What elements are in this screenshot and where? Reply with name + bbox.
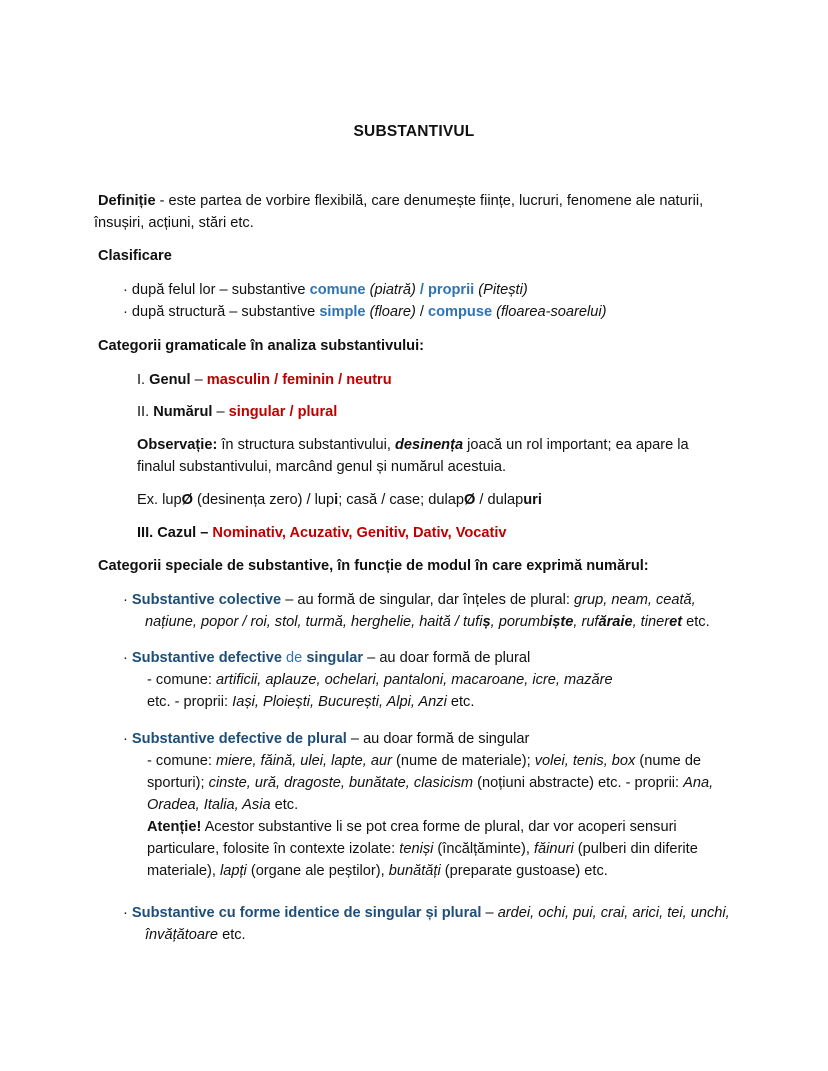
attention-note: Atenție! Acestor substantive li se pot crea forme de plural, dar vor acoperi sensuri particulare, folosite în contexte izolate: teniși (încălțăminte), făinuri (pulberi din diferite materiale), lapți (organe ale peștilor), bunătăți (preparate gustoase) etc.	[147, 819, 698, 879]
definition-term: Definiție	[98, 193, 156, 209]
classification-item-by-type: · după felul lor – substantive comune (piatră) / proprii (Pitești)	[123, 282, 528, 298]
definition-text-line2: însușiri, acțiuni, stări etc.	[94, 215, 254, 231]
category-number: II. Numărul – singular / plural	[137, 404, 338, 420]
defective-singular-item: · Substantive defective de singular – au doar formă de plural - comune: artificii, aplauze, ochelari, pantaloni, macaroane, icre, mazăre etc. - proprii: Iași, Ploiești, București, Alpi, Anzi etc.	[123, 650, 613, 710]
classification-heading: Clasificare	[98, 248, 172, 264]
category-gender: I. Genul – masculin / feminin / neutru	[137, 372, 392, 388]
category-case: III. Cazul – Nominativ, Acuzativ, Genitiv, Dativ, Vocativ	[137, 525, 507, 541]
classification-item-by-structure: · după structură – substantive simple (floare) / compuse (floarea-soarelui)	[123, 304, 607, 320]
special-categories-heading: Categorii speciale de substantive, în funcție de modul în care exprimă numărul:	[98, 558, 649, 574]
defective-plural-item: · Substantive defective de plural – au doar formă de singular - comune: miere, făină, ulei, lapte, aur (nume de materiale); volei, tenis, box (nume de sporturi); cinste, ură, dragoste, bunătate, clasicism (noțiuni abstracte) etc. - proprii: Ana, Oradea, Italia, Asia etc. Atenție! Acestor substantive li se pot crea forme de plural, dar vor acoperi sensuri particulare, folosite în contexte izolate: teniși (încălțăminte), făinuri (pulberi din diferite materiale), lapți (organe ale peștilor), bunătăți (preparate gustoase) etc.	[123, 728, 735, 882]
definition-text: - este partea de vorbire flexibilă, care denumește ființe, lucruri, fenomene ale naturii,	[155, 193, 704, 209]
definition-paragraph	[94, 190, 738, 234]
page-title: SUBSTANTIVUL	[353, 123, 475, 140]
grammatical-categories-heading: Categorii gramaticale în analiza substantivului:	[98, 338, 425, 354]
identical-forms-item: · Substantive cu forme identice de singular și plural – ardei, ochi, pui, crai, arici, tei, unchi, învățătoare etc.	[123, 905, 730, 943]
observation-paragraph: Observație: în structura substantivului, desinența joacă un rol important; ea apare la finalul substantivului, marcând genul și numărul acestuia.	[137, 437, 689, 475]
example-line: Ex. lupØ (desinența zero) / lupi; casă / case; dulapØ / dulapuri	[137, 492, 542, 508]
collective-nouns-item: · Substantive colective – au formă de singular, dar înțeles de plural: grup, neam, ceată, națiune, popor / roi, stol, turmă, herghelie, haită / tufiș, porumbiște, rufăraie, tineret etc.	[123, 592, 710, 630]
